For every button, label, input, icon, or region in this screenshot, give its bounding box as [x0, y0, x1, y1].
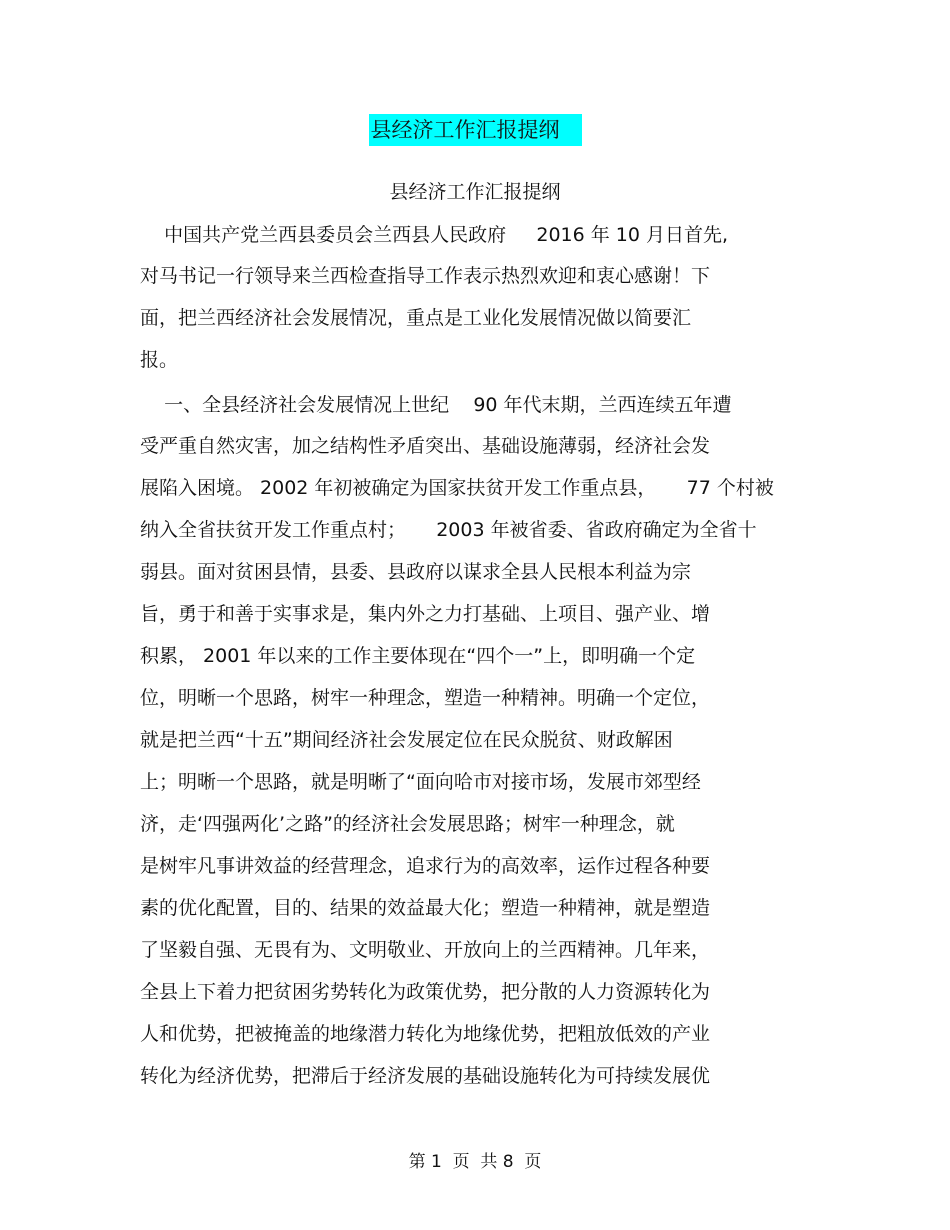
- body-line: 面，把兰西经济社会发展情况，重点是工业化发展情况做以简要汇: [140, 307, 692, 329]
- body-line: 全县上下着力把贫困劣势转化为政策优势，把分散的人力资源转化为: [140, 981, 711, 1003]
- body-line: 济，走‘四强两化’之路”的经济社会发展思路；树牢一种理念，就: [140, 813, 675, 835]
- title-container: [0, 114, 950, 146]
- document-subtitle: 县经济工作汇报提纲: [389, 181, 561, 203]
- body-line: 就是把兰西“十五”期间经济社会发展定位在民众脱贫、财政解困: [140, 729, 673, 751]
- body-line: 是树牢凡事讲效益的经营理念，追求行为的高效率，运作过程各种要: [140, 855, 711, 877]
- body-line: 对马书记一行领导来兰西检查指导工作表示热烈欢迎和衷心感谢！下: [140, 265, 711, 287]
- body-line: 受严重自然灾害，加之结构性矛盾突出、基础设施薄弱，经济社会发: [140, 435, 711, 457]
- body-line: 纳入全省扶贫开发工作重点村； 2003 年被省委、省政府确定为全省十: [140, 519, 757, 541]
- body-line: 位，明晰一个思路，树牢一种理念，塑造一种精神。明确一个定位，: [140, 687, 711, 709]
- body-line: 转化为经济优势，把滞后于经济发展的基础设施转化为可持续发展优: [140, 1065, 711, 1087]
- body-line: 积累， 2001 年以来的工作主要体现在“四个一”上，即明确一个定: [140, 645, 696, 667]
- body-line: 报。: [140, 349, 179, 371]
- body-line: 素的优化配置，目的、结果的效益最大化；塑造一种精神，就是塑造: [140, 897, 711, 919]
- body-line: 上；明晰一个思路，就是明晰了“面向哈市对接市场，发展市郊型经: [140, 771, 701, 793]
- body-line: 一、全县经济社会发展情况上世纪 90 年代末期，兰西连续五年遭: [140, 394, 732, 416]
- body-line: 人和优势，把被掩盖的地缘潜力转化为地缘优势，把粗放低效的产业: [140, 1023, 711, 1045]
- body-line: 展陷入困境。 2002 年初被确定为国家扶贫开发工作重点县， 77 个村被: [140, 477, 774, 499]
- page-number-footer: 第 1 页 共 8 页: [408, 1152, 542, 1172]
- body-line: 了坚毅自强、无畏有为、文明敬业、开放向上的兰西精神。几年来，: [140, 939, 711, 961]
- body-line: 中国共产党兰西县委员会兰西县人民政府 2016 年 10 月日首先,: [140, 224, 729, 246]
- document-title: 县经济工作汇报提纲: [369, 114, 582, 146]
- body-line: 旨，勇于和善于实事求是，集内外之力打基础、上项目、强产业、增: [140, 603, 711, 625]
- body-line: 弱县。面对贫困县情，县委、县政府以谋求全县人民根本利益为宗: [140, 561, 692, 583]
